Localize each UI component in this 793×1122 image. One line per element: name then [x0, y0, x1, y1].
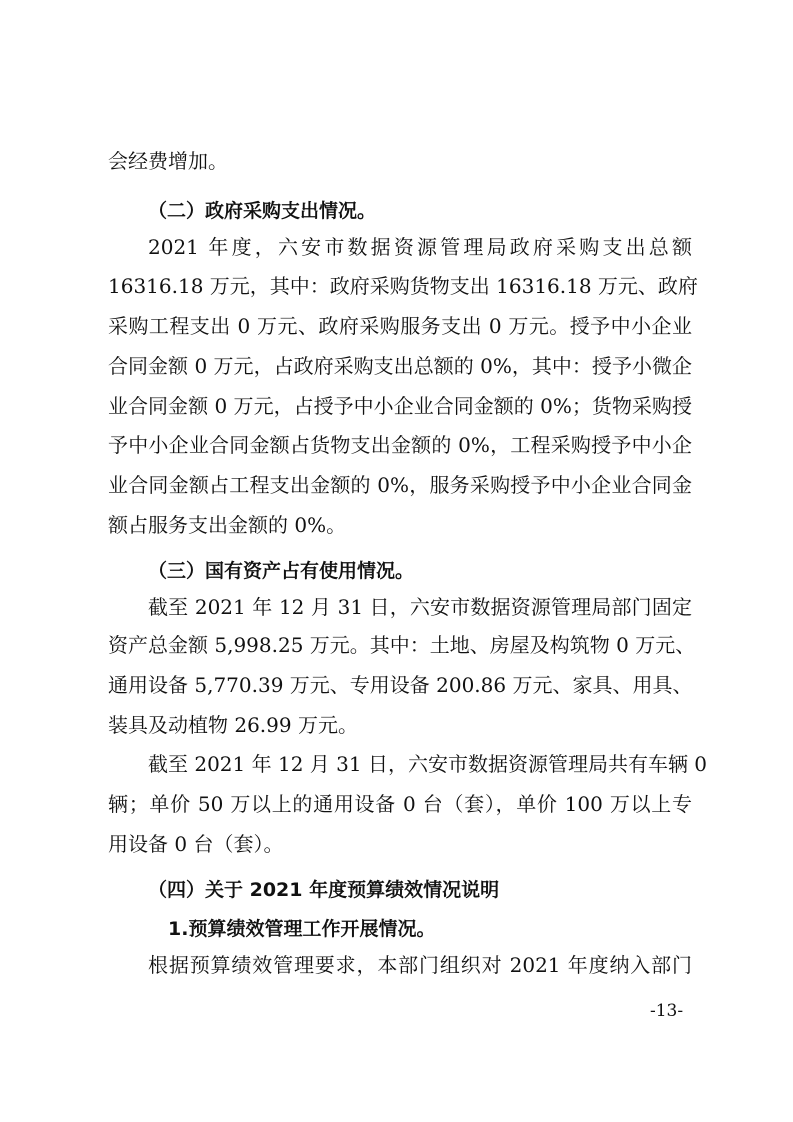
- body-line: 装具及动植物 26.99 万元。: [108, 713, 358, 737]
- body-line: 会经费增加。: [108, 149, 228, 173]
- body-line: 截至 2021 年 12 月 31 日，六安市数据资源管理局共有车辆 0: [148, 752, 708, 776]
- body-line: 额占服务支出金额的 0%。: [108, 513, 347, 537]
- body-line: 通用设备 5,770.39 万元、专用设备 200.86 万元、家具、用具、: [108, 673, 693, 697]
- body-line: 用设备 0 台（套）。: [108, 832, 284, 856]
- body-line: 辆；单价 50 万以上的通用设备 0 台（套），单价 100 万以上专: [108, 792, 692, 816]
- body-line: 2021 年度，六安市数据资源管理局政府采购支出总额: [148, 235, 692, 259]
- body-line: 截至 2021 年 12 月 31 日，六安市数据资源管理局部门固定: [148, 595, 692, 619]
- page-number: -13-: [650, 1001, 684, 1021]
- section-heading-procurement: （二）政府采购支出情况。: [148, 200, 377, 222]
- section-heading-assets: （三）国有资产占有使用情况。: [148, 560, 415, 582]
- body-line: 予中小企业合同金额占货物支出金额的 0%，工程采购授予中小企: [108, 433, 692, 457]
- body-line: 业合同金额 0 万元，占授予中小企业合同金额的 0%；货物采购授: [108, 394, 692, 418]
- body-line: 资产总金额 5,998.25 万元。其中：土地、房屋及构筑物 0 万元、: [108, 633, 696, 657]
- body-line: 根据预算绩效管理要求，本部门组织对 2021 年度纳入部门: [148, 953, 692, 977]
- body-line: 采购工程支出 0 万元、政府采购服务支出 0 万元。授予中小企业: [108, 314, 692, 338]
- body-line: 业合同金额占工程支出金额的 0%，服务采购授予中小企业合同金: [108, 473, 692, 497]
- section-heading-performance: （四）关于 2021 年度预算绩效情况说明: [148, 879, 500, 901]
- subsection-heading: 1.预算绩效管理工作开展情况。: [168, 918, 436, 940]
- body-line: 16316.18 万元，其中：政府采购货物支出 16316.18 万元、政府: [108, 274, 698, 298]
- body-line: 合同金额 0 万元，占政府采购支出总额的 0%，其中：授予小微企: [108, 354, 692, 378]
